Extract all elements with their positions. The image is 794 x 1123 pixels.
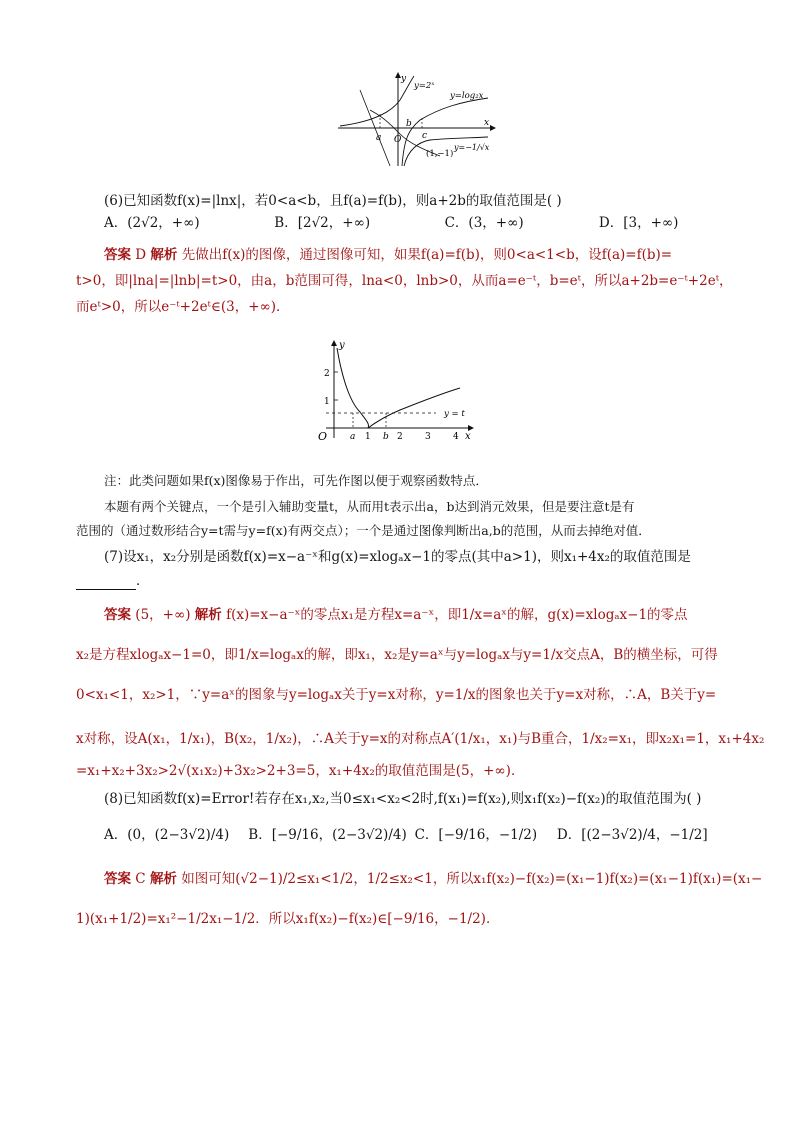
q6-stem: (6)已知函数f(x)=|lnx|，若0<a<b，且f(a)=f(b)，则a+2b的取值范围是( ) <box>104 193 562 209</box>
q8-answer: C <box>135 871 146 887</box>
q6-analysis-line-1: 先做出f(x)的图像，通过图像可知，如果f(a)=f(b)，则0<a<1<b，设f(a)=f(b)= <box>181 247 673 263</box>
q6-answer: D <box>135 247 147 263</box>
q8-answer-line <box>104 870 794 888</box>
q6-analysis-line-2: t>0，即|lna|=|lnb|=t>0，由a，b范围可得，lna<0，lnb>0，从而a=e⁻ᵗ，b=eᵗ，所以a+2b=e⁻ᵗ+2eᵗ， <box>76 273 733 289</box>
q8-option-a: A．(0，(2−3√2)/4) <box>104 827 230 843</box>
q7-analysis-line-1: f(x)=x−a⁻ˣ的零点x₁是方程x=a⁻ˣ，即1/x=aˣ的解，g(x)=xlogₐx−1的零点 <box>226 607 688 623</box>
answer-label: 答案 <box>104 871 131 887</box>
x-tick-4: 4 <box>453 432 459 442</box>
q6-options <box>104 214 794 232</box>
q8-options <box>104 826 794 844</box>
q6-option-a: A．(2√2，+∞) <box>104 215 200 231</box>
x-tick-2: 2 <box>397 432 403 442</box>
function-graph-figure-1 <box>330 70 500 170</box>
note-line-3: 范围的（通过数形结合y=t需与y=f(x)有两交点）；一个是通过图像判断出a,b的范围，从而去掉绝对值． <box>76 523 651 538</box>
curve-label-log: y=log₂x <box>450 91 484 101</box>
q7-stem-end: ． <box>136 573 150 589</box>
q6-analysis-line-3: 而eᵗ>0，所以e⁻ᵗ+2eᵗ∈(3，+∞)． <box>76 299 290 315</box>
function-graph-figure-2 <box>310 338 480 448</box>
origin-label: O <box>318 430 328 443</box>
x-axis-label: x <box>484 118 490 128</box>
note-line-2: 本题有两个关键点，一个是引入辅助变量t，从而用t表示出a，b达到消元效果，但是要注意t是有 <box>104 499 635 514</box>
curve-label-recip: y=−1/√x <box>454 143 490 152</box>
x-tick-1: 1 <box>365 432 371 442</box>
y-tick-2: 2 <box>324 369 330 379</box>
abs-ln-curve <box>337 348 460 428</box>
point-c-label: c <box>422 131 428 141</box>
y-axis-label: y <box>339 340 345 351</box>
point-b-label: b <box>383 432 389 442</box>
x-tick-3: 3 <box>425 432 431 442</box>
origin-label: O <box>394 135 402 145</box>
analysis-label: 解析 <box>150 247 178 263</box>
answer-label: 答案 <box>104 247 131 263</box>
line-label: y = t <box>444 409 465 419</box>
answer-blank <box>76 575 136 590</box>
q7-stem-line-1: (7)设x₁，x₂分别是函数f(x)=x−a⁻ˣ和g(x)=xlogₐx−1的零点(其中a>1)，则x₁+4x₂的取值范围是 <box>104 549 691 565</box>
q8-stem: (8)已知函数f(x)=Error!若存在x₁,x₂,当0≤x₁<x₂<2时,f(x₁)=f(x₂),则x₁f(x₂)−f(x₂)的取值范围为( ) <box>104 791 702 807</box>
q7-answer: (5，+∞) <box>135 607 191 623</box>
point-b-label: b <box>406 119 412 129</box>
analysis-label: 解析 <box>149 871 177 887</box>
point-a-label: a <box>350 432 356 442</box>
q6-option-b: B．[2√2，+∞) <box>274 215 371 231</box>
q6-answer-line <box>104 246 794 264</box>
q7-answer-line <box>104 606 794 624</box>
q7-analysis-line-4: x对称，设A(x₁，1/x₁)，B(x₂，1/x₂)，∴A关于y=x的对称点A′(1/x₁，x₁)与B重合，1/x₂=x₁，即x₂x₁=1，x₁+4x₂ <box>76 731 765 747</box>
q8-analysis-line-1: 如图可知(√2−1)/2≤x₁<1/2，1/2≤x₂<1，所以x₁f(x₂)−f(x₂)=(x₁−1)f(x₂)=(x₁−1)f(x₁)=(x₁− <box>181 871 763 887</box>
analysis-label: 解析 <box>194 607 222 623</box>
q7-analysis-line-2: x₂是方程xlogₐx−1=0，即1/x=logₐx的解，即x₁，x₂是y=aˣ与y=logₐx与y=1/x交点A，B的横坐标，可得 <box>76 647 718 663</box>
q7-analysis-line-3: 0<x₁<1，x₂>1，∵y=aˣ的图象与y=logₐx关于y=x对称，y=1/x的图象也关于y=x对称，∴A，B关于y= <box>76 687 717 703</box>
q6-option-d: D．[3，+∞) <box>598 215 679 231</box>
y-tick-1: 1 <box>324 397 330 407</box>
q7-stem-line-2 <box>76 572 794 590</box>
point-a-label: a <box>376 133 382 143</box>
y-axis-label: y <box>401 74 407 84</box>
q7-analysis-line-5: =x₁+x₂+3x₂>2√(x₁x₂)+3x₂>2+3=5，x₁+4x₂的取值范围是(5，+∞)． <box>76 763 525 779</box>
answer-label: 答案 <box>104 607 131 623</box>
q8-option-c: C．[−9/16，−1/2) <box>414 827 538 843</box>
q8-analysis-line-2: 1)(x₁+1/2)=x₁²−1/2x₁−1/2．所以x₁f(x₂)−f(x₂)∈[−9/16，−1/2)． <box>76 911 500 927</box>
point-label: (1,−1) <box>426 149 454 159</box>
q8-option-b: B．[−9/16，(2−3√2)/4) <box>248 827 407 843</box>
q6-option-c: C．(3，+∞) <box>444 215 524 231</box>
note-line-1: 注：此类问题如果f(x)图像易于作出，可先作图以便于观察函数特点． <box>104 473 488 488</box>
q8-option-d: D．[(2−3√2)/4，−1/2] <box>556 827 708 843</box>
curve-label-exp: y=2ˣ <box>414 81 435 91</box>
x-axis-label: x <box>465 431 471 442</box>
